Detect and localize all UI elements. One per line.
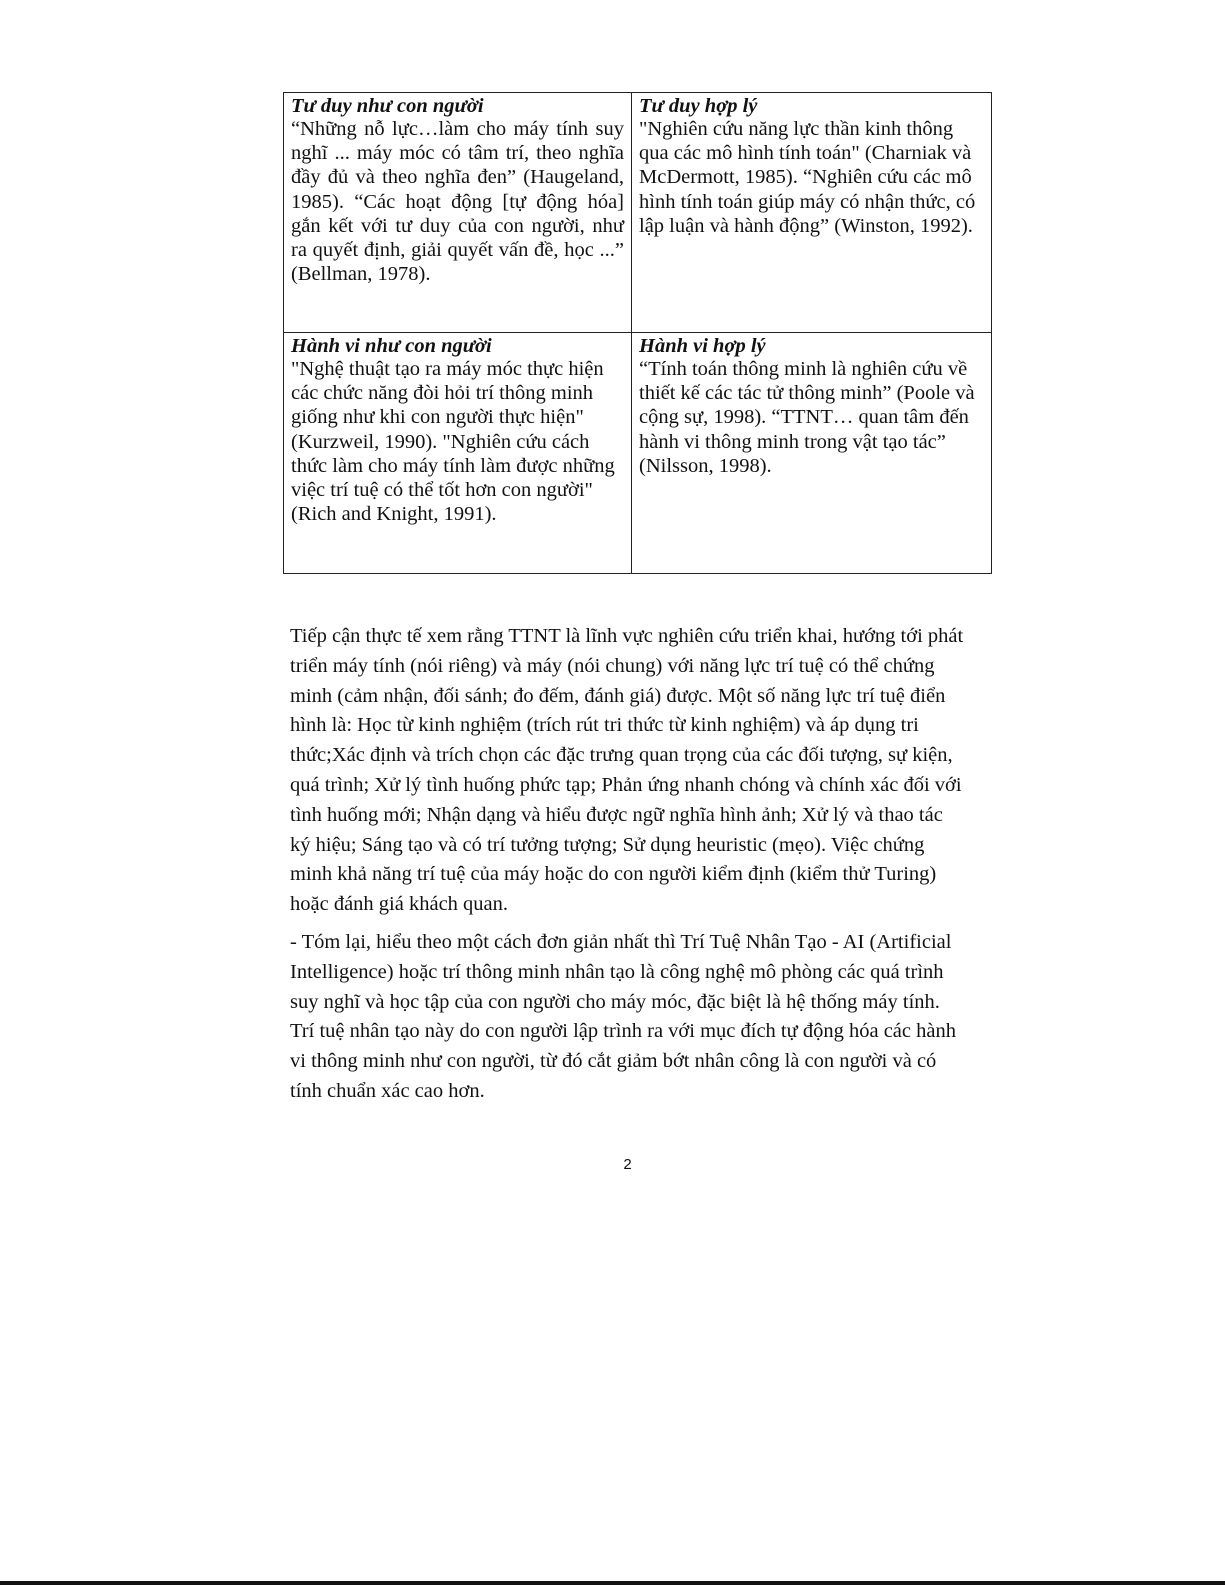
page-number: 2 xyxy=(623,1156,632,1173)
table-cell-acting-humanly xyxy=(284,333,632,574)
table-row xyxy=(284,93,992,333)
body-paragraph-summary: - Tóm lại, hiểu theo một cách đơn giản nhất thì Trí Tuệ Nhân Tạo - AI (Artificial Intelligence) hoặc trí thông minh nhân tạo là công nghệ mô phòng các quá trình suy nghĩ và học tập của con người cho máy móc, đặc biệt là hệ thống máy tính. Trí tuệ nhân tạo này do con người lập trình ra với mục đích tự động hóa các hành vi thông minh như con người, từ đó cắt giảm bớt nhân công là con người và có tính chuẩn xác cao hơn. xyxy=(290,931,956,1102)
cell-body: “Những nỗ lực…làm cho máy tính suy nghĩ ... máy móc có tâm trí, theo nghĩa đầy đủ và theo nghĩa đen” (Haugeland, 1985). “Các hoạt động [tự động hóa] gắn kết với tư duy của con người, như ra quyết định, giải quyết vấn đề, học ...” (Bellman, 1978). xyxy=(291,118,624,286)
cell-body: “Tính toán thông minh là nghiên cứu về thiết kế các tác tử thông minh” (Poole và cộng sự, 1998). “TTNT… quan tâm đến hành vi thông minh trong vật tạo tác” (Nilsson, 1998). xyxy=(639,358,975,477)
cell-title: Hành vi như con người xyxy=(291,335,492,357)
cell-title: Tư duy như con người xyxy=(291,95,484,117)
table-cell-thinking-rationally xyxy=(632,93,992,333)
cell-body: "Nghệ thuật tạo ra máy móc thực hiện các chức năng đòi hỏi trí thông minh giống như khi con người thực hiện" (Kurzweil, 1990). "Nghiên cứu cách thức làm cho máy tính làm được những việc trí tuệ có thể tốt hơn con người" (Rich and Knight, 1991). xyxy=(291,358,615,526)
ai-definitions-table xyxy=(283,92,992,574)
page-bottom-border xyxy=(0,1581,1225,1585)
body-paragraph-practical-approach: Tiếp cận thực tế xem rằng TTNT là lĩnh vực nghiên cứu triển khai, hướng tới phát triển máy tính (nói riêng) và máy (nói chung) với năng lực trí tuệ có thể chứng minh (cảm nhận, đối sánh; đo đếm, đánh giá) được. Một số năng lực trí tuệ điển hình là: Học từ kinh nghiệm (trích rút tri thức từ kinh nghiệm) và áp dụng tri thức;Xác định và trích chọn các đặc trưng quan trọng của các đối tượng, sự kiện, quá trình; Xử lý tình huống phức tạp; Phản ứng nhanh chóng và chính xác đối với tình huống mới; Nhận dạng và hiểu được ngữ nghĩa hình ảnh; Xử lý và thao tác ký hiệu; Sáng tạo và có trí tưởng tượng; Sử dụng heuristic (mẹo). Việc chứng minh khả năng trí tuệ của máy hoặc do con người kiểm định (kiểm thử Turing) hoặc đánh giá khách quan. xyxy=(290,625,964,916)
cell-title: Hành vi hợp lý xyxy=(639,335,766,357)
cell-body: "Nghiên cứu năng lực thần kinh thông qua các mô hình tính toán" (Charniak và McDermott, 1985). “Nghiên cứu các mô hình tính toán giúp máy có nhận thức, có lập luận và hành động” (Winston, 1992). xyxy=(639,118,976,237)
table-cell-thinking-humanly xyxy=(284,93,632,333)
cell-title: Tư duy hợp lý xyxy=(639,95,758,117)
table-cell-acting-rationally xyxy=(632,333,992,574)
table-row xyxy=(284,333,992,574)
